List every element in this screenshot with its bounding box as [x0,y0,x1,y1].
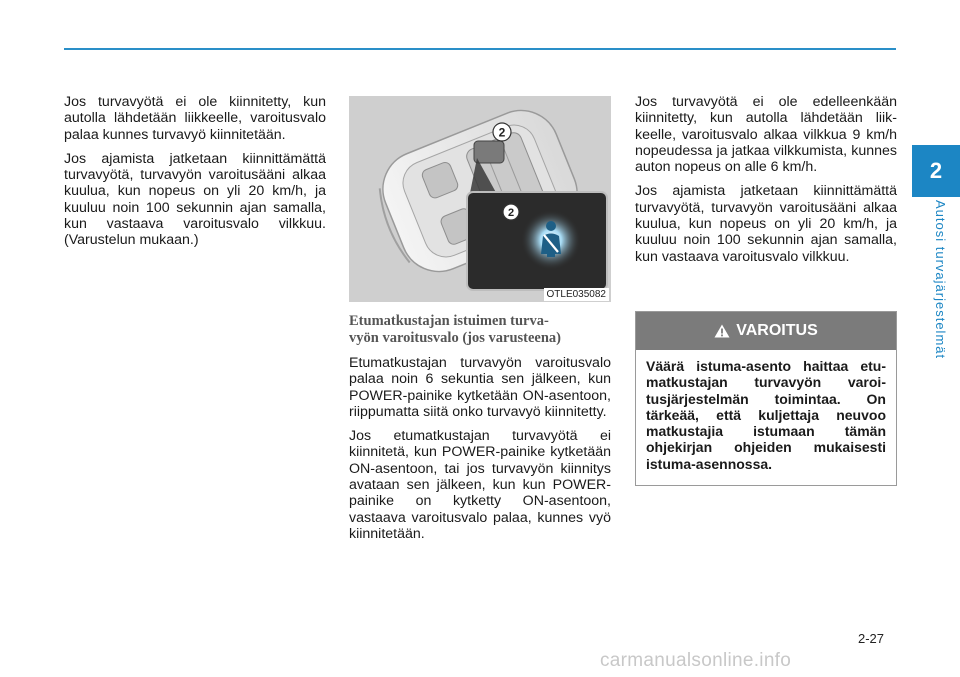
watermark: carmanualsonline.info [600,650,792,671]
page-number: 2-27 [858,631,885,646]
header-rule [64,48,896,50]
warning-text: Väärä istuma-asento haittaa etumatkustajan turvavyön varoitusjärjestelmän toimintaa. On tärkeää, että kuljettaja neuvoo matkustajia istumaan tämän ohjekirjan ohjeiden mukaisesti istuma-asennossa. [646,358,886,472]
warning-title: VAROITUS [736,322,818,339]
figure-code: OTLE035082 [544,288,610,301]
callout-label: 2 [507,207,515,219]
chapter-number: 2 [929,158,943,183]
chapter-title: Autosi turvajärjestelmät [933,200,948,360]
paragraph: Jos etumatkustajan turvavyötä ei kiinnitetä, kun POWER-painike kytketään ON-asentoon, tai jos turvavyön kiinnitys avataan sen jälkeen, kun kun POWER-painike on kytketty ON-asentoon, vastaava varoitusvalo palaa, kunnes vyö kiinnitetään. [349,428,611,542]
section-heading-line: Etumatkustajan istuimen turva- [349,313,549,329]
warning-triangle-icon [714,324,730,338]
paragraph: Jos ajamista jatketaan kiinnittämättä turvavyötä, turvavyön varoitusääni alkaa kuulua, kun nopeus on yli 20 km/h, ja kuuluu noin 100 sekunnin ajan samalla, kun vastaava varoitusvalo vilkkuu. [635,183,897,265]
paragraph: Jos turvavyötä ei ole kiinnitetty, kun autolla lähdetään liikkeelle, varoitusvalo palaa kunnes turvavyö kiinnitetään. [64,94,326,143]
text-column-3 [635,94,897,273]
car-interior-figure [349,96,611,302]
warning-header [636,312,896,350]
paragraph: Jos ajamista jatketaan kiinnittämättä turvavyötä, turvavyön varoitusääni alkaa kuulua, kun nopeus on yli 20 km/h, ja kuuluu noin 100 sekunnin ajan samalla, kun vastaava varoitusvalo vilkkuu. (Varustelun mukaan.) [64,150,326,249]
paragraph: Etumatkustajan turvavyön varoitusvalo palaa noin 6 sekuntia sen jälkeen, kun POWER-painike kytketään ON-asentoon, riippumatta siitä onko turvavyö kiinnitetty. [349,355,611,420]
chapter-tab[interactable] [912,145,960,197]
section-heading-line: vyön varoitusvalo (jos varusteena) [349,330,561,346]
car-top-view-illustration [349,96,611,302]
callout-label: 2 [498,125,506,140]
section-heading [349,313,611,347]
text-column-1 [64,94,326,257]
paragraph: Jos turvavyötä ei ole edelleenkään kiinnitetty, kun autolla lähdetään liikkeelle, varoitusvalo alkaa vilkkua 9 km/h nopeudessa ja jatkaa vilkkumista, kunnes auton nopeus on alle 6 km/h. [635,94,897,176]
text-column-2 [349,313,611,550]
warning-box [635,311,897,486]
